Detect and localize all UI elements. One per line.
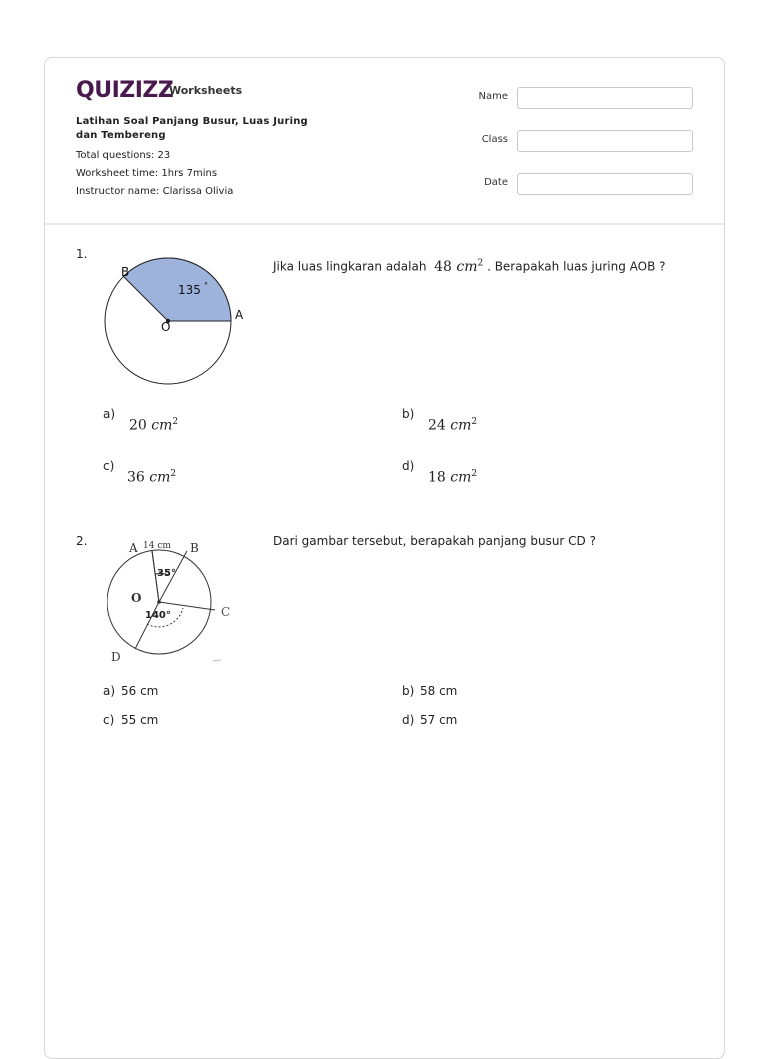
option-letter: a) [103,407,116,421]
name-label: Name [478,91,508,102]
point-a-label: A [235,308,244,322]
option-text: 57 cm [420,713,458,727]
option-letter: d) [402,713,415,727]
point-c-label: C [221,605,231,619]
option-value: 24 $cm^2$ [428,417,478,434]
point-a-label: A [129,541,138,555]
class-label: Class [481,134,508,145]
option-letter: d) [402,459,415,473]
degree-mark: ° [204,281,208,290]
quizizz-logo: QUIZIZZ [76,78,174,103]
point-b-label: B [190,541,199,555]
date-field[interactable] [517,173,693,195]
question-text: Dari gambar tersebut, berapakah panjang busur CD ? [273,534,596,548]
date-label: Date [484,177,508,188]
angle-label: 135 [178,283,201,297]
option-letter: c) [103,713,115,727]
point-o-label: O [161,320,171,334]
option-letter: b) [402,684,415,698]
class-field[interactable] [517,130,693,152]
name-field[interactable] [517,87,693,109]
length-label: 14 cm [143,541,171,551]
sector-diagram [103,251,259,391]
header-divider [45,223,724,225]
total-questions: Total questions: 23 [76,150,171,161]
question-text [273,258,666,275]
option-text: 58 cm [420,684,458,698]
option-value: 36 $cm^2$ [127,469,177,486]
angle-35-label: 35° [157,568,176,579]
option-letter: a) [103,684,116,698]
arc-diagram [107,536,247,666]
question-number: 2. [76,534,88,548]
angle-140-label: 140° [145,610,171,621]
option-value: 18 $cm^2$ [428,469,478,486]
option-value: 20 $cm^2$ [129,417,179,434]
worksheet-time: Worksheet time: 1hrs 7mins [76,168,218,179]
question-text-before: Jika luas lingkaran adalah [273,259,427,274]
point-d-label: D [111,650,121,664]
worksheet-card [44,57,725,1059]
question-number: 1. [76,247,88,261]
worksheets-label: Worksheets [169,84,243,97]
question-text-after: . Berapakah luas juring AOB ? [487,259,666,274]
point-b-label: B [121,265,130,279]
option-letter: c) [103,459,115,473]
point-o-label: O [131,591,142,605]
option-text: 56 cm [121,684,159,698]
question-math: 48 $cm^2$ [434,258,484,275]
option-letter: b) [402,407,415,421]
instructor-name: Instructor name: Clarissa Olivia [76,186,234,197]
option-text: 55 cm [121,713,159,727]
worksheet-title: Latihan Soal Panjang Busur, Luas Juring dan Tembereng [76,116,308,141]
